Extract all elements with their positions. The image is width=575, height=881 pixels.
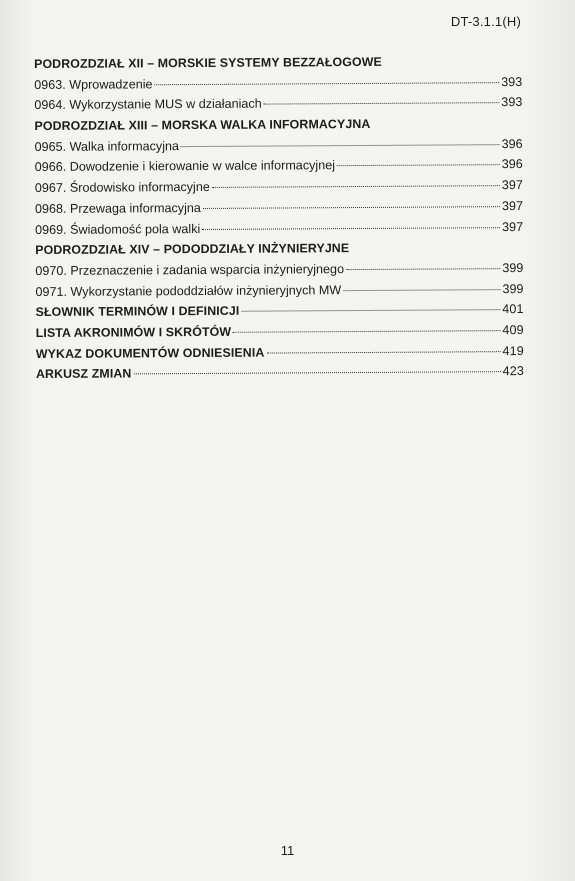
dot-leader [266, 351, 500, 353]
toc-entry[interactable] [34, 72, 522, 96]
toc-entry-title: 0968. Przewaga informacyjna [34, 200, 201, 216]
toc-entry-page: 397 [502, 219, 524, 234]
toc-heading [34, 113, 522, 137]
toc-entry-title: 0965. Walka informacyjna [34, 138, 180, 154]
table-of-contents [34, 51, 524, 385]
dot-leader [264, 103, 500, 105]
toc-heading-text: PODROZDZIAŁ XIV – PODODDZIAŁY INŻYNIERYJNE [35, 241, 350, 258]
toc-entry-title: 0963. Wprowadzenie [34, 76, 153, 92]
toc-heading-text: PODROZDZIAŁ XIII – MORSKA WALKA INFORMACYJNA [34, 117, 371, 134]
toc-entry[interactable] [35, 175, 523, 199]
dot-leader [212, 185, 500, 188]
toc-section[interactable] [36, 361, 524, 385]
toc-section-page: 401 [502, 302, 524, 317]
dot-leader [233, 330, 500, 333]
toc-section-page: 409 [502, 322, 524, 338]
toc-entry-page: 399 [502, 260, 524, 276]
toc-section-page: 419 [502, 343, 524, 358]
document-code: DT-3.1.1(H) [450, 14, 521, 29]
dot-leader [202, 227, 500, 230]
toc-section-title: LISTA AKRONIMÓW I SKRÓTÓW [35, 324, 232, 340]
toc-heading [34, 51, 522, 75]
toc-entry[interactable] [35, 217, 523, 241]
toc-entry[interactable] [35, 196, 523, 220]
dot-leader [343, 289, 500, 291]
toc-entry-title: 0966. Dowodzenie i kierowanie w walce informacyjnej [34, 158, 336, 175]
toc-entry[interactable] [35, 154, 523, 178]
toc-section-title: ARKUSZ ZMIAN [35, 366, 132, 382]
toc-entry-page: 397 [501, 178, 523, 193]
dot-leader [181, 144, 500, 147]
toc-heading [35, 237, 523, 261]
toc-entry[interactable] [35, 258, 523, 282]
dot-leader [241, 309, 500, 312]
dot-leader [346, 268, 500, 270]
toc-entry-title: 0964. Wykorzystanie MUS w działaniach [34, 96, 262, 113]
toc-section[interactable] [36, 299, 524, 323]
toc-entry-title: 0969. Świadomość pola walki [35, 221, 201, 237]
toc-entry-page: 399 [502, 281, 524, 296]
toc-section-title: SŁOWNIK TERMINÓW I DEFINICJI [35, 304, 240, 320]
toc-entry[interactable] [34, 92, 522, 116]
toc-entry-page: 396 [501, 136, 523, 151]
page-number: 11 [280, 843, 295, 858]
toc-section-title: WYKAZ DOKUMENTÓW ODNIESIENIA [35, 345, 265, 361]
toc-heading-text: PODROZDZIAŁ XII – MORSKIE SYSTEMY BEZZAŁOGOWE [34, 54, 382, 71]
dot-leader [203, 206, 500, 209]
toc-entry-page: 393 [501, 95, 523, 110]
toc-entry-title: 0971. Wykorzystanie pododdziałów inżynieryjnych MW [35, 282, 342, 299]
toc-section[interactable] [36, 320, 524, 344]
toc-entry-title: 0967. Środowisko informacyjne [34, 180, 210, 196]
toc-entry-title: 0970. Przeznaczenie i zadania wsparcia inżynieryjnego [35, 261, 345, 278]
toc-entry[interactable] [35, 279, 523, 303]
toc-section-page: 423 [502, 364, 524, 379]
dot-leader [133, 371, 500, 374]
dot-leader [154, 82, 499, 85]
toc-entry[interactable] [35, 134, 523, 158]
dot-leader [337, 165, 500, 167]
toc-entry-page: 393 [501, 74, 523, 89]
toc-entry-page: 397 [501, 198, 523, 213]
toc-section[interactable] [36, 341, 524, 365]
toc-entry-page: 396 [501, 157, 523, 172]
